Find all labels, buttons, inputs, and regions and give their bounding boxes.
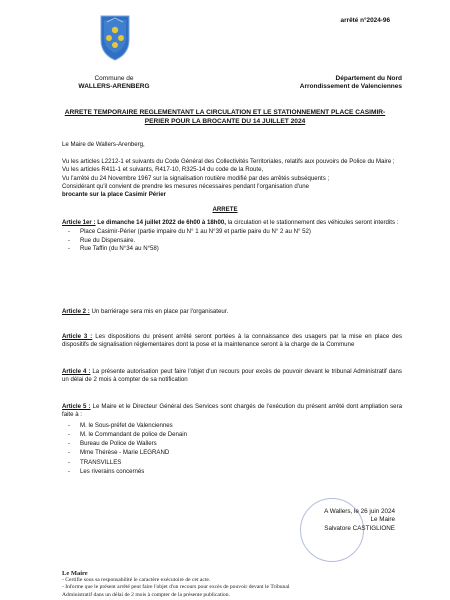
department-block [282, 75, 402, 92]
list-item: - Les riverains concernés [62, 467, 402, 476]
list-item: - M. le Commandant de police de Denain [62, 430, 402, 439]
article-3-label: Article 3 : [62, 333, 93, 340]
footer-title: Le Maire [62, 570, 88, 577]
commune-name: WALLERS-ARENBERG [78, 83, 150, 91]
article-1-text: la circulation et le stationnement des véhicules seront interdits : [227, 219, 399, 226]
commune-block [64, 75, 164, 92]
footer-line: - Certifie sous sa responsabilité le caractère exécutoire de cet acte. [62, 577, 211, 584]
list-item: - Rue Taffin (du N°34 au N°58) [62, 245, 402, 253]
article-3 [62, 333, 402, 350]
commune-label: Commune de [94, 75, 134, 82]
signature-name: Salvatore CASTIGLIONE [324, 524, 395, 532]
intro-line: Le Maire de Wallers-Arenberg, [62, 141, 145, 148]
signature-block [285, 508, 395, 533]
arrete-heading: ARRETE [212, 206, 238, 213]
visa-line: Vu l'arrêté du 24 Novembre 1967 sur la signalisation routière modifié par des arrêtés subséquents ; [62, 174, 330, 182]
list-item: - Rue du Dispensaire. [62, 237, 402, 245]
article-1-date: Le dimanche 14 juillet 2022 de 6h00 à 18h00, [97, 219, 226, 226]
footer-line: Administratif dans un délai de 2 mois à compter de la présente publication. [62, 591, 230, 598]
article-5-list [62, 421, 402, 477]
visa-line: Considérant qu'il convient de prendre les mesures nécessaires pendant l'organisation d'une [62, 182, 310, 190]
list-item: - Place Casimir-Périer (partie impaire du N° 1 au N°39 et partie paire du N° 2 au N° 52) [62, 228, 402, 236]
article-2-text: Un barriérage sera mis en place par l'organisateur. [91, 308, 229, 315]
signature-role: Le Maire [370, 516, 395, 524]
article-1-list [62, 228, 402, 253]
signature-place-date: A Wallers, le 26 juin 2024 [324, 508, 395, 515]
visas-block [62, 158, 402, 199]
decree-reference: arrêté n°2024-96 [340, 17, 390, 24]
list-item: - Bureau de Police de Wallers [62, 439, 402, 448]
coat-of-arms-logo [98, 14, 132, 62]
list-item: - M. le Sous-préfet de Valenciennes [62, 421, 402, 430]
visa-line-end: brocante sur la place Casimir Périer [62, 191, 166, 199]
footer-line: - Informe que le présent arrêté peut faire l'objet d'un recours pour excès de pouvoir devant le Tribunal [62, 584, 290, 591]
article-5-label: Article 5 : [62, 403, 91, 410]
list-item: - Mme Thérèse - Marie LEGRAND [62, 448, 402, 457]
article-4-label: Article 4 : [62, 368, 91, 375]
visa-line: Vu les articles R411-1 et suivants, R417-10, R325-14 du code de la Route, [62, 166, 264, 174]
article-5-text: Le Maire et le Directeur Général des Services sont chargés de l'exécution du présent arrêté dont ampliation sera faite à : [62, 403, 402, 419]
department-name: Département du Nord [335, 75, 402, 82]
article-2-label: Article 2 : [62, 308, 90, 315]
article-4 [62, 368, 402, 385]
article-2 [62, 308, 402, 316]
article-1 [62, 219, 402, 253]
arrondissement-name: Arrondissement de Valenciennes [299, 83, 402, 91]
article-1-label: Article 1er : [62, 219, 96, 226]
article-3-text: Les dispositions du présent arrêté seront portées à la connaissance des usagers par la mise en place des dispositifs de signalisation réglementaires dont la pose et la maintenance seront à la charge de la Commune [62, 333, 402, 349]
list-item: - TRANSVILLES [62, 458, 402, 467]
visa-line: Vu les articles L2212-1 et suivants du Code Général des Collectivités Territoriales, relatifs aux pouvoirs de Police du Maire ; [62, 158, 395, 165]
article-4-text: La présente autorisation peut faire l'objet d'un recours pour excès de pouvoir devant le tribunal Administratif dans un délai de 2 mois à compter de sa notification [62, 368, 402, 384]
article-5 [62, 403, 402, 476]
footer-block [62, 570, 402, 599]
document-title: ARRETE TEMPORAIRE REGLEMENTANT LA CIRCULATION ET LE STATIONNEMENT PLACE CASIMIR-PERIER POUR LA BROCANTE DU 14 JUILLET 2024 [64, 109, 386, 125]
